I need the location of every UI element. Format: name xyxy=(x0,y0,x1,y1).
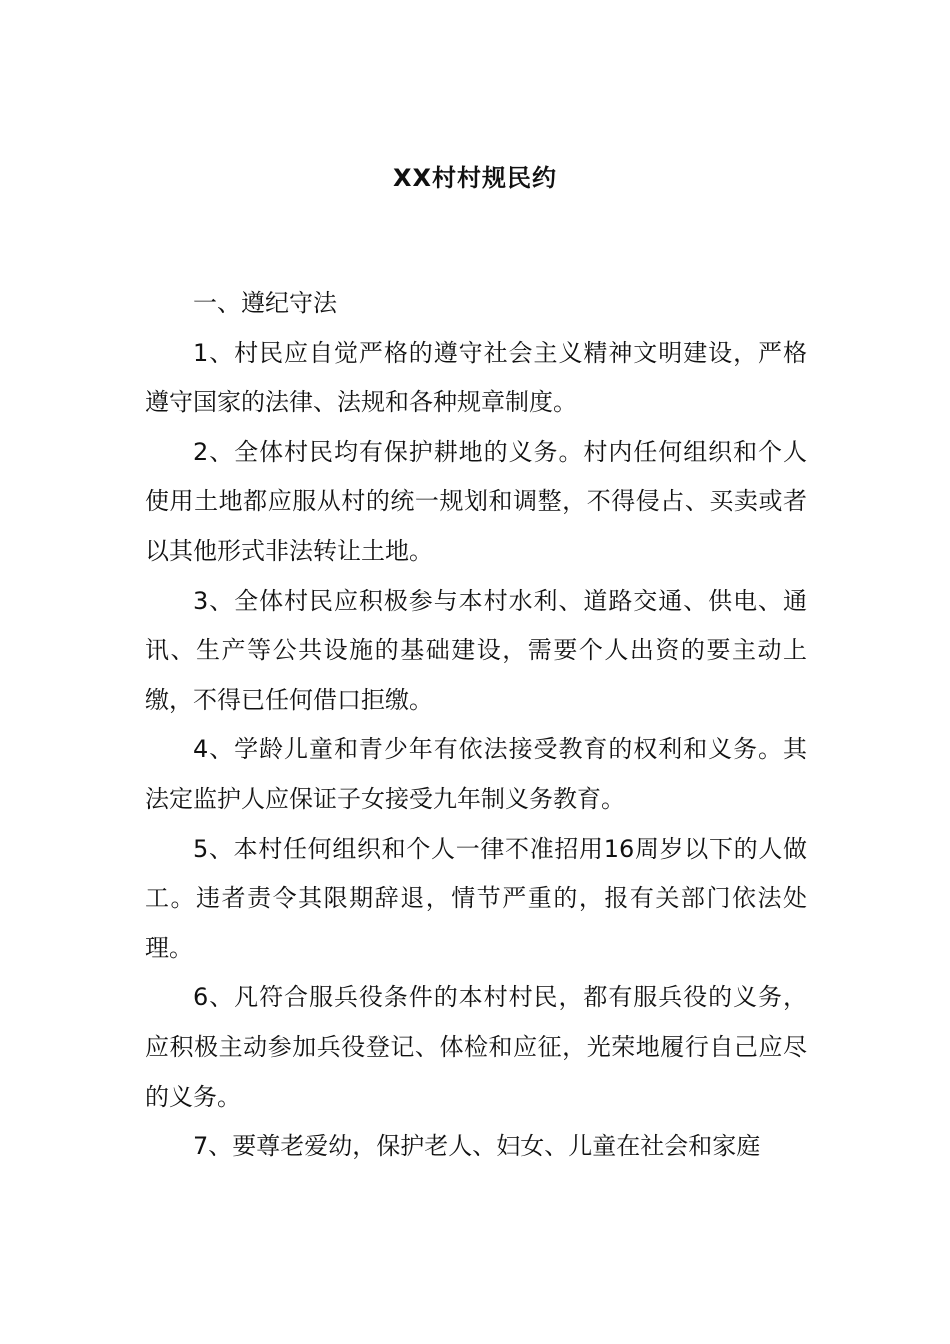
paragraph: 2、全体村民均有保护耕地的义务。村内任何组织和个人使用土地都应服从村的统一规划和调整，不得侵占、买卖或者以其他形式非法转让土地。 xyxy=(145,437,807,565)
paragraph: 3、全体村民应积极参与本村水利、道路交通、供电、通讯、生产等公共设施的基础建设，需要个人出资的要主动上缴，不得已任何借口拒缴。 xyxy=(145,586,807,714)
section-heading: 一、遵纪守法 xyxy=(193,289,337,317)
paragraph: 1、村民应自觉严格的遵守社会主义精神文明建设，严格遵守国家的法律、法规和各种规章制度。 xyxy=(145,338,807,417)
paragraph: 7、要尊老爱幼，保护老人、妇女、儿童在社会和家庭 xyxy=(193,1132,761,1161)
paragraph: 4、学龄儿童和青少年有依法接受教育的权利和义务。其法定监护人应保证子女接受九年制义务教育。 xyxy=(145,735,807,813)
document-title: XX村村规民约 xyxy=(392,164,557,192)
paragraph: 5、本村任何组织和个人一律不准招用16周岁以下的人做工。违者责令其限期辞退，情节严重的，报有关部门依法处理。 xyxy=(145,834,807,962)
document-body xyxy=(145,279,807,1172)
paragraph: 6、凡符合服兵役条件的本村村民，都有服兵役的义务，应积极主动参加兵役登记、体检和应征，光荣地履行自己应尽的义务。 xyxy=(145,983,807,1111)
